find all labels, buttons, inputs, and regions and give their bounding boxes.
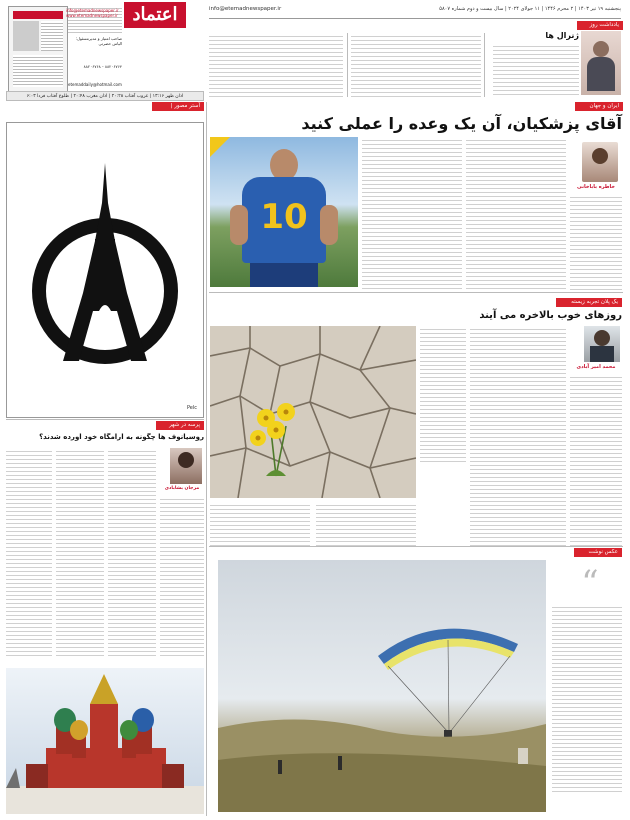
middle-caption-a	[210, 502, 310, 546]
eiffel-tower-icon	[63, 163, 147, 361]
top-left-text	[209, 33, 343, 97]
poster-section-label: آستر مصور | فرانسه	[152, 102, 204, 111]
main-body-mid	[466, 137, 566, 289]
divider	[347, 33, 348, 97]
license-line: صاحب امتیاز و مدیرمسئول: الیاس حضرتی	[75, 36, 122, 46]
top-right-photo	[581, 31, 621, 95]
middle-section-label: یک پلان تجربه زیسته	[556, 298, 622, 307]
date-bar	[209, 4, 621, 19]
poster-frame	[6, 122, 204, 418]
middle-body-col3	[420, 326, 466, 464]
divider	[6, 419, 204, 420]
cathedral-photo	[6, 668, 204, 814]
main-body-right	[570, 194, 622, 290]
left-body-col2	[108, 448, 156, 656]
left-body-col4	[6, 448, 52, 656]
email-text[interactable]: info@etemadnewspaper.ir	[66, 8, 119, 13]
left-author-photo	[170, 448, 202, 484]
divider	[484, 33, 485, 97]
divider	[209, 292, 623, 293]
saint-basil-cathedral	[6, 668, 204, 814]
main-body-left	[362, 137, 462, 289]
divider	[206, 102, 207, 816]
left-headline[interactable]: روسیانوف ها چگونه به آرامگاه خود آورده شدند؟	[39, 433, 204, 441]
top-right-title[interactable]: ژنرال ها	[545, 31, 579, 40]
top-right-text	[493, 43, 579, 97]
top-right-section: یادداشت روز	[577, 21, 623, 30]
middle-caption-b	[316, 502, 416, 546]
paraglider-scene	[218, 560, 546, 812]
left-author[interactable]: مرجان بشابادی	[164, 486, 200, 491]
paraglider-photo	[218, 560, 546, 812]
main-headline[interactable]: آقای پزشکیان، آن یک وعده را عملی کنید	[301, 114, 622, 133]
left-body-col3	[56, 448, 104, 656]
bottom-section-label: عکس نوشت	[574, 548, 622, 557]
main-author[interactable]: خاطره باباخانی	[577, 184, 615, 190]
anarchy-eiffel-poster	[7, 123, 203, 417]
middle-author[interactable]: محمد امیر آبادی	[576, 364, 616, 370]
top-band	[209, 21, 623, 101]
phone-line: ۸۸۲۰۶۷۶۴ - ۸۸۲۰۶۷۶۸	[83, 64, 122, 69]
masthead[interactable]: اعتماد	[124, 2, 186, 28]
prayer-times-bar	[6, 91, 204, 101]
left-article-section: پرسه در شهر	[156, 421, 204, 430]
cracked-earth	[210, 326, 416, 498]
dry-earth-photo	[210, 326, 416, 498]
header-email[interactable]: info@etemadnewspaper.ir	[209, 6, 282, 12]
jersey-number: 10	[260, 197, 308, 237]
player-jersey	[242, 177, 326, 263]
main-photo	[210, 137, 358, 287]
middle-body-col2	[470, 326, 566, 546]
divider	[209, 546, 623, 547]
ads-email[interactable]: etemaddaily@hotmail.com	[68, 82, 122, 87]
top-middle-text	[351, 33, 481, 97]
website-text[interactable]: www.etemadnewspaper.ir	[66, 13, 118, 18]
middle-body-right	[570, 374, 622, 546]
web-address	[66, 8, 124, 22]
main-section-label: ایران و جهان	[575, 102, 623, 111]
main-author-photo	[582, 142, 618, 182]
bottom-body	[552, 604, 622, 794]
quote-mark: “	[581, 563, 599, 603]
left-body-col1	[160, 496, 204, 656]
prayer-times: اذان ظهر ۱۳:۱۶ | غروب آفتاب ۲۰:۲۸ | اذان مغرب ۲۰:۴۸ | طلوع آفتاب فردا ۶:۰۳	[26, 94, 184, 99]
date-line: پنجشنبه ۱۹ تیر ۱۴۰۳ | ۲ محرم ۱۴۴۶ | ۱۱ جولای ۲۰۲۴ | سال بیست و دوم شماره ۵۸۰۷	[439, 6, 621, 12]
front-page-thumbnail[interactable]	[8, 6, 68, 92]
middle-headline[interactable]: روزهای خوب بالاخره می آیند	[479, 310, 622, 321]
poster-artist: Pelc	[186, 405, 197, 411]
middle-author-photo	[584, 326, 620, 362]
